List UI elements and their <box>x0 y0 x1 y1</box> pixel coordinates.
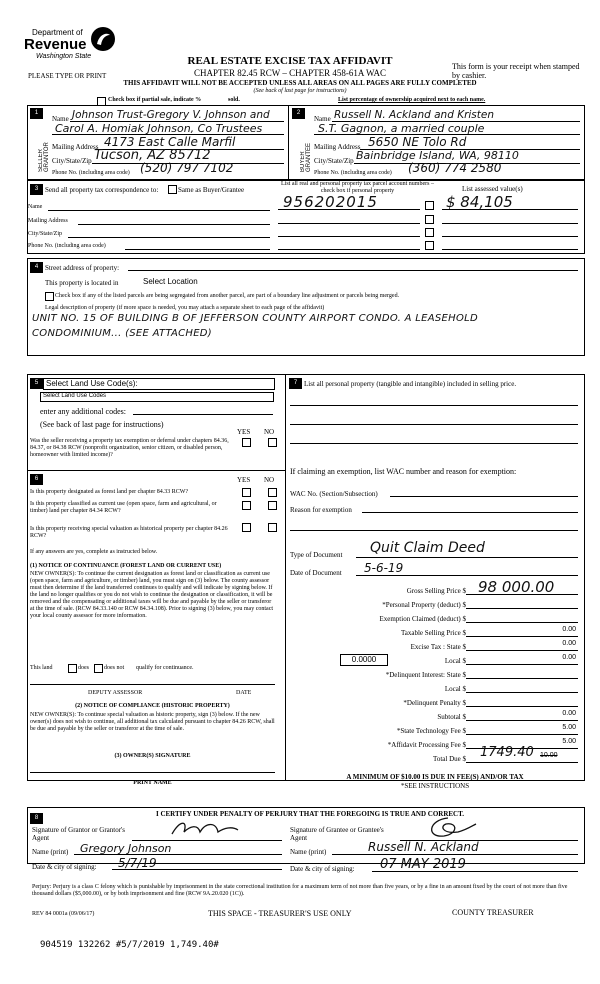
seller-address-label: Mailing Address <box>52 143 99 151</box>
seller-name-value-2[interactable]: Carol A. Homiak Johnson, Co Trustees <box>55 122 263 135</box>
print-name-label: PRINT NAME <box>133 780 172 786</box>
seller-city-value[interactable]: Tucson, AZ 85712 <box>94 148 211 163</box>
parcel-line-4 <box>278 249 420 250</box>
legal-description-line-1[interactable]: UNIT NO. 15 OF BUILDING B OF JEFFERSON COUNTY AIRPORT CONDO. A LEASEHOLD <box>32 313 479 324</box>
local-rate-value: 0.0000 <box>351 655 377 664</box>
buyer-address-label: Mailing Address <box>314 143 361 151</box>
calc-local-tax-label: Local $ <box>444 657 466 665</box>
buyer-city-label: City/State/Zip <box>314 157 354 165</box>
assessed-line-3 <box>442 236 578 237</box>
assessed-line-1 <box>442 209 578 210</box>
calc-taxable-line <box>466 636 578 637</box>
this-land-label: This land <box>30 665 53 671</box>
section-5-marker: 5 <box>30 378 43 389</box>
calc-state-tax-value: 0.00 <box>562 640 576 647</box>
deputy-line <box>30 684 275 685</box>
s6-top-rule <box>27 470 285 471</box>
s6-historic-question: Is this property receiving special valuation as historical property per chapter 84.26 RCW? <box>30 526 228 539</box>
reason-line-2 <box>290 530 578 531</box>
segregated-label: Check box if any of the listed parcels are being segregated from another parcel, are part of a boundary line adjustment or parcels being merged. <box>55 293 400 299</box>
s6-no-header: NO <box>264 476 275 484</box>
s5-yes-checkbox[interactable] <box>242 438 251 447</box>
calc-state-tax-label: Excise Tax : State $ <box>410 643 466 651</box>
same-as-buyer-checkbox[interactable] <box>168 185 177 194</box>
calc-tech-fee-line <box>466 734 578 735</box>
calc-state-tax-line <box>466 650 578 651</box>
calc-tech-fee-label: *State Technology Fee $ <box>396 727 466 735</box>
buyer-side-label: BUYER GRANTEE <box>300 142 312 172</box>
form-warning: THIS AFFIDAVIT WILL NOT BE ACCEPTED UNLESS ALL AREAS ON ALL PAGES ARE FULLY COMPLETED <box>123 79 477 87</box>
calc-delinq-int-state-label: *Delinquent Interest: State $ <box>385 671 466 679</box>
calc-gross-label: Gross Selling Price $ <box>406 587 466 595</box>
calc-gross-value[interactable]: 98 000.00 <box>478 578 555 596</box>
s5-yes-header: YES <box>237 428 251 436</box>
calc-exemption-label: Exemption Claimed (deduct) $ <box>379 615 466 623</box>
calc-tech-fee-value: 5.00 <box>562 724 576 731</box>
grantor-date-label: Date & city of signing: <box>32 863 97 871</box>
calc-local-tax-value: 0.00 <box>562 654 576 661</box>
minimum-due-notice: A MINIMUM OF $10.00 IS DUE IN FEE(S) AND/OR TAX <box>346 773 524 781</box>
s3-phone-label: Phone No. (including area code) <box>28 243 106 249</box>
assessed-header: List assessed value(s) <box>462 185 523 193</box>
deputy-assessor-label: DEPUTY ASSESSOR <box>88 690 143 696</box>
wac-label: WAC No. (Section/Subsection) <box>290 490 378 498</box>
street-address-line <box>128 270 578 271</box>
location-select[interactable]: Select Location <box>143 277 198 286</box>
personal-property-checkbox-1[interactable] <box>425 201 434 210</box>
please-type: PLEASE TYPE OR PRINT <box>28 72 107 80</box>
parcel-line-3 <box>278 236 420 237</box>
calc-subtotal-line <box>466 720 578 721</box>
calc-taxable-value: 0.00 <box>562 626 576 633</box>
owner-signature-title: (3) OWNER(S) SIGNATURE <box>114 753 191 759</box>
calc-total-struck: 10.00 <box>540 752 558 759</box>
seller-name-value[interactable]: Johnson Trust-Gregory V. Johnson and <box>72 109 270 121</box>
notice-continuance-body: NEW OWNER(S): To continue the current designation as forest land or classification as current use (open space, farm and agriculture, or timber) land, you must sign on (3) below. The county assessor must then determine if the land transferred continues to qualify and will indicate by signing below. If the land no longer qualifies or you do not wish to continue the designation or classification, it will be removed and the compensating or additional taxes will be due and payable by the seller or transferor at the time of sale. (RCW 84.33.140 or RCW 84.34.108). Prior to signing (3) below, you may contact your local county assessor for more information. <box>30 571 274 619</box>
calc-total-value[interactable]: 1749.40 <box>480 745 534 760</box>
doc-date-line <box>356 575 578 576</box>
s6-forest-question: Is this property designated as forest land per chapter 84.33 RCW? <box>30 489 189 495</box>
grantor-signature-line <box>132 840 282 841</box>
buyer-name-value[interactable]: Russell N. Ackland and Kristen <box>334 109 495 121</box>
s3-name-label: Name <box>28 204 43 210</box>
grantee-name-line <box>332 854 578 855</box>
grantee-signature-label: Signature of Grantee or Grantee's Agent <box>290 826 384 842</box>
calc-subtotal-label: Subtotal $ <box>437 713 466 721</box>
s6-q1-no[interactable] <box>268 488 277 497</box>
wac-line <box>390 496 578 497</box>
receipt-note: This form is your receipt when stamped by cashier. <box>452 62 580 80</box>
seller-side-label: SELLER GRANTOR <box>38 142 50 172</box>
rev-number: REV 84 0001a (09/06/17) <box>32 911 95 917</box>
county-treasurer: COUNTY TREASURER <box>452 908 534 917</box>
assessed-line-4 <box>442 249 578 250</box>
s5-exemption-question: Was the seller receiving a property tax exemption or deferral under chapters 84.36, 84.37, or 84.38 RCW (nonprofit organization, senior citizen, or disabled person, homeowner with limited income)? <box>30 438 229 458</box>
calc-personal-label: *Personal Property (deduct) $ <box>382 601 466 609</box>
calc-delinq-penalty-line <box>466 706 578 707</box>
parties-divider <box>288 105 289 180</box>
sold-label: sold. <box>228 97 240 103</box>
section-7-marker: 7 <box>289 378 302 389</box>
send-correspondence-label: Send all property tax correspondence to: <box>45 186 159 194</box>
s6-q1-yes[interactable] <box>242 488 251 497</box>
buyer-address-value[interactable]: 5650 NE Tolo Rd <box>368 135 467 149</box>
owner-signature-line <box>30 772 275 773</box>
partial-sale-label: Check box if partial sale, indicate % <box>108 97 202 103</box>
s6-if-any: If any answers are yes, complete as instructed below. <box>30 549 158 555</box>
section-2-marker: 2 <box>292 108 305 119</box>
personal-property-checkbox-2[interactable] <box>425 215 434 224</box>
notice-compliance-body: NEW OWNER(S): To continue special valuation as historic property, sign (3) below. If the new owner(s) does not wish to continue, all additional tax calculated pursuant to chapter 84.26 RCW, shall be due and payable by the seller or transferor at the time of sale. <box>30 712 275 732</box>
calc-taxable-label: Taxable Selling Price $ <box>400 629 466 637</box>
grantor-signature-label: Signature of Grantor or Grantor's Agent <box>32 826 126 842</box>
personal-property-label: List all personal property (tangible and intangible) included in selling price. <box>304 380 517 388</box>
parcel-number[interactable]: 956202015 <box>283 193 378 211</box>
s6-q2-yes[interactable] <box>242 501 251 510</box>
grantee-date-value[interactable]: 07 MAY 2019 <box>380 857 466 872</box>
revenue-wordmark: Revenue <box>24 36 87 53</box>
s3-address-line <box>78 224 270 225</box>
assessed-value[interactable]: $ 84,105 <box>446 193 513 211</box>
same-as-buyer-label: Same as Buyer/Grantee <box>178 186 245 194</box>
section-3-marker: 3 <box>30 184 43 195</box>
notice-continuance-title: (1) NOTICE OF CONTINUANCE (FOREST LAND OR CURRENT USE) <box>30 563 222 569</box>
cashier-stamp: 904519 132262 #5/7/2019 1,749.40# <box>40 940 219 950</box>
grantee-name-label: Name (print) <box>290 848 327 856</box>
legal-description-label: Legal description of property (if more space is needed, you may attach a separate sheet to each page of the affidavit) <box>45 305 325 311</box>
exemption-label: If claiming an exemption, list WAC number and reason for exemption: <box>290 467 517 476</box>
dor-logo-icon <box>90 26 116 52</box>
s3-address-label: Mailing Address <box>28 218 68 224</box>
form-title: REAL ESTATE EXCISE TAX AFFIDAVIT <box>187 55 393 67</box>
land-does-not-label: does not <box>104 665 125 671</box>
land-does-not-checkbox[interactable] <box>94 664 103 673</box>
calc-personal-line <box>466 608 578 609</box>
enter-additional-codes: enter any additional codes: <box>40 407 126 416</box>
reason-label: Reason for exemption <box>290 506 352 514</box>
section-4-marker: 4 <box>30 262 43 273</box>
seller-phone-label: Phone No. (including area code) <box>52 170 130 176</box>
land-does-label: does <box>78 665 89 671</box>
dor-logo <box>22 24 122 66</box>
parcel-line-1 <box>278 209 420 210</box>
buyer-phone-value[interactable]: (360) 774 2580 <box>408 161 502 175</box>
calc-subtotal-value: 0.00 <box>562 710 576 717</box>
s6-current-use-question: Is this property classified as current use (open space, farm and agricultural, or timber) land per chapter 84.34 RCW? <box>30 501 217 514</box>
s3-phone-line <box>125 249 270 250</box>
deputy-date-label: DATE <box>236 690 252 696</box>
personal-property-checkbox-4[interactable] <box>425 241 434 250</box>
buyer-name-label: Name <box>314 115 331 123</box>
calc-local-tax-line <box>466 664 578 665</box>
calc-delinq-int-local-label: Local $ <box>444 685 466 693</box>
perjury-notice: Perjury: Perjury is a class C felony which is punishable by imprisonment in the state correctional institution for a maximum term of not more than five years, or by a fine in an amount fixed by the court of not more than five thousand dollars ($5,000.00), or by both imprisonment and fine (RCW 9A.20.020 (1C)). <box>32 884 568 897</box>
seller-name-label: Name <box>52 115 69 123</box>
land-use-codes-value: Select Land Use Codes <box>43 393 107 399</box>
parcel-line-2 <box>278 223 420 224</box>
personal-property-line-1 <box>290 405 578 406</box>
seller-city-label: City/State/Zip <box>52 157 92 165</box>
section-6-marker: 6 <box>30 474 43 485</box>
doc-type-line <box>356 557 578 558</box>
s6-q3-no[interactable] <box>268 523 277 532</box>
additional-codes-line <box>133 414 273 415</box>
calc-processing-fee-label: *Affidavit Processing Fee $ <box>387 741 466 749</box>
grantor-name-value[interactable]: Gregory Johnson <box>80 842 172 855</box>
grantor-date-value[interactable]: 5/7/19 <box>118 856 157 870</box>
calc-delinq-penalty-label: *Delinquent Penalty $ <box>403 699 466 707</box>
buyer-phone-label: Phone No. (including area code) <box>314 170 392 176</box>
s6-q2-no[interactable] <box>268 501 277 510</box>
doc-type-label: Type of Document <box>290 551 343 559</box>
calc-total-label: Total Due $ <box>433 755 466 763</box>
grantee-date-label: Date & city of signing: <box>290 865 355 873</box>
s6-yes-header: YES <box>237 476 251 484</box>
legal-description-line-2[interactable]: CONDOMINIUM... (SEE ATTACHED) <box>32 328 213 339</box>
dept-of: Department of <box>32 28 83 37</box>
street-address-label: Street address of property: <box>45 264 120 272</box>
doc-date-value[interactable]: 5-6-19 <box>364 561 404 575</box>
see-back-header: (See back of last page for instructions) <box>253 88 347 94</box>
s5-see-back: (See back of last page for instructions) <box>40 420 164 429</box>
calc-exemption-line <box>466 622 578 623</box>
doc-type-value[interactable]: Quit Claim Deed <box>370 540 485 556</box>
s3-name-line <box>48 210 270 211</box>
grantor-name-label: Name (print) <box>32 848 69 856</box>
buyer-city-value[interactable]: Bainbridge Island, WA, 98110 <box>356 149 519 162</box>
doc-date-label: Date of Document <box>290 569 342 577</box>
seller-phone-value[interactable]: (520) 797 7102 <box>140 161 234 175</box>
segregated-checkbox[interactable] <box>45 292 54 301</box>
s5-no-header: NO <box>264 428 275 436</box>
calc-delinq-int-state-line <box>466 678 578 679</box>
seller-address-value[interactable]: 4173 East Calle Marfil <box>104 135 236 149</box>
calc-delinq-int-local-line <box>466 692 578 693</box>
grantor-signature-scribble <box>170 818 240 840</box>
parcel-header: List all real and personal property tax parcel account numbers – check box if personal property <box>281 181 434 194</box>
ownership-pct-label: List percentage of ownership acquired next to each name. <box>338 97 486 103</box>
reason-line <box>362 512 578 513</box>
qualify-label: qualify for continuance. <box>136 665 194 671</box>
treasurer-use-only: THIS SPACE - TREASURER'S USE ONLY <box>208 909 352 918</box>
land-does-checkbox[interactable] <box>68 664 77 673</box>
grantee-name-value[interactable]: Russell N. Ackland <box>368 840 479 854</box>
s3-city-label: City/State/Zip <box>28 231 62 237</box>
s6-q3-yes[interactable] <box>242 523 251 532</box>
personal-property-line-2 <box>290 424 578 425</box>
calc-processing-fee-value: 5.00 <box>562 738 576 745</box>
certify-statement: I CERTIFY UNDER PENALTY OF PERJURY THAT THE FOREGOING IS TRUE AND CORRECT. <box>155 810 464 818</box>
assessed-line-2 <box>442 223 578 224</box>
section-1-marker: 1 <box>30 108 43 119</box>
calc-total-line <box>466 762 578 763</box>
buyer-name-value-2[interactable]: S.T. Gagnon, a married couple <box>318 122 485 135</box>
grantee-signature-scribble <box>418 814 478 842</box>
notice-compliance-title: (2) NOTICE OF COMPLIANCE (HISTORIC PROPERTY) <box>75 703 230 709</box>
personal-property-checkbox-3[interactable] <box>425 228 434 237</box>
section-8-marker: 8 <box>30 813 43 824</box>
land-use-label: Select Land Use Code(s): <box>46 379 138 388</box>
see-instructions: *SEE INSTRUCTIONS <box>400 782 470 790</box>
s5-no-checkbox[interactable] <box>268 438 277 447</box>
washington-state: Washington State <box>36 53 92 60</box>
located-in-label: This property is located in <box>45 279 119 287</box>
form-subtitle: CHAPTER 82.45 RCW – CHAPTER 458-61A WAC <box>194 68 386 78</box>
s3-city-line <box>68 237 270 238</box>
personal-property-line-3 <box>290 443 578 444</box>
